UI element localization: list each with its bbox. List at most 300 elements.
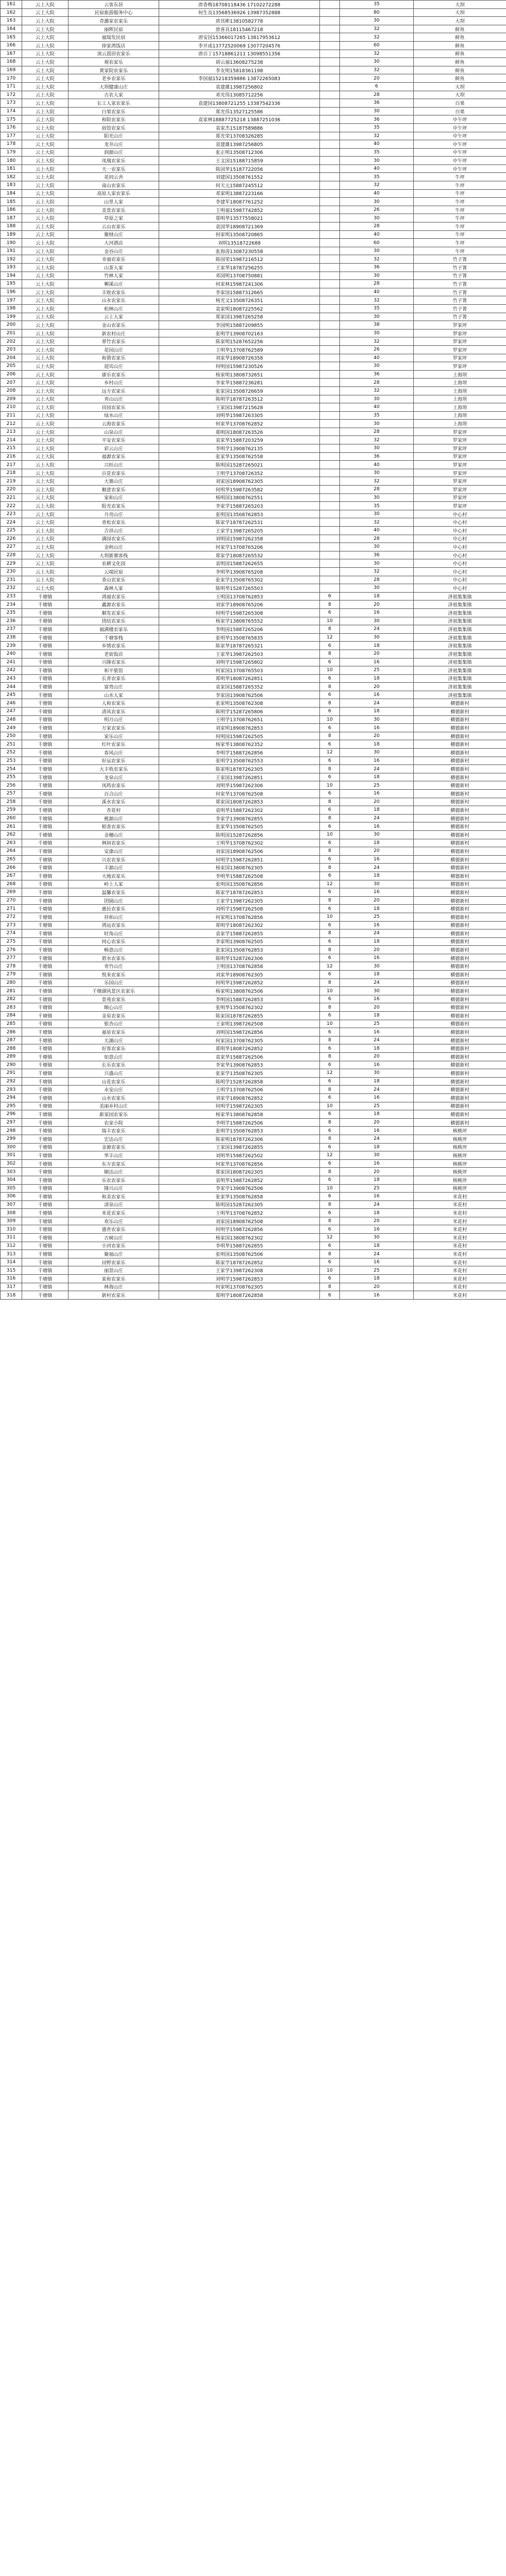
- table-row: [1, 946, 506, 954]
- location-note-cell: 牛坪: [414, 222, 506, 231]
- bed-count-cell: 6: [320, 1028, 340, 1037]
- town-cell: 云上大院: [22, 1, 69, 9]
- table-row: [1, 650, 506, 658]
- table-row: [1, 683, 506, 691]
- table-row: [1, 395, 506, 403]
- bed-count-cell: 8: [320, 601, 340, 609]
- capacity-cell: 24: [340, 979, 414, 987]
- table-row: [1, 107, 506, 115]
- row-number-cell: 166: [1, 41, 22, 50]
- table-row: [1, 379, 506, 387]
- location-note-cell: 牛坪: [414, 173, 506, 181]
- bed-count-cell: 6: [320, 1275, 340, 1283]
- capacity-cell: 20: [340, 601, 414, 609]
- table-row: [1, 765, 506, 773]
- contact-cell: 何家国13708762305: [159, 1036, 320, 1044]
- row-number-cell: 309: [1, 1217, 22, 1225]
- capacity-cell: 26: [340, 206, 414, 214]
- town-cell: 云上大院: [22, 493, 69, 502]
- capacity-cell: 18: [340, 971, 414, 979]
- town-cell: 千塘镇: [22, 1242, 69, 1250]
- table-row: [1, 115, 506, 124]
- location-note-cell: 横德新村: [414, 773, 506, 781]
- town-cell: 千塘镇: [22, 1258, 69, 1266]
- town-cell: 千塘镇: [22, 1159, 69, 1168]
- bed-count-cell: [320, 502, 340, 510]
- contact-cell: 李明学15887262856: [159, 749, 320, 757]
- capacity-cell: 6: [340, 82, 414, 91]
- capacity-cell: 18: [340, 871, 414, 880]
- row-number-cell: 282: [1, 995, 22, 1003]
- location-note-cell: 横德新村: [414, 1028, 506, 1037]
- capacity-cell: 28: [340, 280, 414, 288]
- table-row: [1, 264, 506, 272]
- row-number-cell: 161: [1, 1, 22, 9]
- table-row: [1, 502, 506, 510]
- location-note-cell: 中午坪: [414, 164, 506, 173]
- row-number-cell: 194: [1, 272, 22, 280]
- capacity-cell: 20: [340, 1053, 414, 1061]
- capacity-cell: 20: [340, 798, 414, 806]
- town-cell: 千塘镇: [22, 888, 69, 897]
- contact-cell: 邓国明13708750881: [159, 272, 320, 280]
- row-number-cell: 181: [1, 164, 22, 173]
- town-cell: 千塘镇: [22, 1020, 69, 1028]
- contact-cell: 王家学13987262305: [159, 896, 320, 905]
- venue-name-cell: 幸福农家乐: [69, 255, 159, 264]
- capacity-cell: 30: [340, 58, 414, 66]
- contact-cell: 刘明学15987265802: [159, 658, 320, 666]
- contact-cell: 张明国13508762506: [159, 1250, 320, 1258]
- table-row: [1, 1086, 506, 1094]
- bed-count-cell: [320, 247, 340, 255]
- bed-count-cell: 6: [320, 871, 340, 880]
- location-note-cell: 牛坪: [414, 181, 506, 190]
- contact-cell: 王明华13708762852: [159, 1209, 320, 1217]
- location-note-cell: 米花村: [414, 1193, 506, 1201]
- contact-cell: 唐喜良18115467218: [159, 25, 320, 33]
- bed-count-cell: 8: [320, 1200, 340, 1209]
- capacity-cell: 24: [340, 864, 414, 872]
- table-row: [1, 58, 506, 66]
- contact-cell: 王明国13708762858: [159, 962, 320, 971]
- location-note-cell: 竹子箐: [414, 272, 506, 280]
- town-cell: 云上大院: [22, 584, 69, 593]
- venue-name-cell: 鸿福农家乐: [69, 592, 159, 601]
- capacity-cell: 18: [340, 806, 414, 815]
- location-note-cell: 核桃坪: [414, 1184, 506, 1193]
- capacity-cell: 28: [340, 576, 414, 584]
- capacity-cell: 40: [340, 354, 414, 362]
- row-number-cell: 221: [1, 493, 22, 502]
- row-number-cell: 222: [1, 502, 22, 510]
- town-cell: 云上大院: [22, 123, 69, 132]
- contact-cell: 陈家明15287652256: [159, 337, 320, 346]
- table-row: [1, 781, 506, 790]
- town-cell: 云上大院: [22, 428, 69, 436]
- town-cell: 云上大院: [22, 411, 69, 420]
- contact-cell: 袁明华15887262852: [159, 1176, 320, 1184]
- contact-cell: 刘建国13508761552: [159, 173, 320, 181]
- bed-count-cell: 6: [320, 1176, 340, 1184]
- location-note-cell: 米花村: [414, 1275, 506, 1283]
- bed-count-cell: 8: [320, 699, 340, 708]
- location-note-cell: 中心村: [414, 510, 506, 518]
- venue-name-cell: 杏花村: [69, 806, 159, 815]
- table-row: [1, 1003, 506, 1012]
- venue-name-cell: 古农人家: [69, 91, 159, 99]
- bed-count-cell: 6: [320, 905, 340, 913]
- contact-cell: 邓光伟13085712256: [159, 91, 320, 99]
- town-cell: 千塘镇: [22, 592, 69, 601]
- contact-cell: 陈明国15287265021: [159, 461, 320, 469]
- bed-count-cell: 6: [320, 806, 340, 815]
- town-cell: 云上大院: [22, 214, 69, 222]
- town-cell: 云上大院: [22, 247, 69, 255]
- location-note-cell: 横德新村: [414, 715, 506, 724]
- town-cell: 千塘镇: [22, 880, 69, 888]
- row-number-cell: 239: [1, 642, 22, 650]
- table-row: [1, 888, 506, 897]
- capacity-cell: 18: [340, 937, 414, 946]
- venue-name-cell: 绿水山庄: [69, 411, 159, 420]
- row-number-cell: 231: [1, 576, 22, 584]
- bed-count-cell: [320, 296, 340, 305]
- capacity-cell: 16: [340, 1193, 414, 1201]
- row-number-cell: 190: [1, 239, 22, 247]
- town-cell: 云上大院: [22, 444, 69, 453]
- table-row: [1, 691, 506, 699]
- venue-name-cell: 康乐农家乐: [69, 370, 159, 379]
- bed-count-cell: [320, 567, 340, 576]
- location-note-cell: 横德新村: [414, 929, 506, 938]
- location-note-cell: 罗家坪: [414, 469, 506, 477]
- row-number-cell: 219: [1, 477, 22, 486]
- row-number-cell: 305: [1, 1184, 22, 1193]
- venue-name-cell: 乐园山庄: [69, 979, 159, 987]
- location-note-cell: 核桃坪: [414, 1151, 506, 1160]
- location-note-cell: 米花村: [414, 1200, 506, 1209]
- table-row: [1, 1275, 506, 1283]
- row-number-cell: 277: [1, 954, 22, 962]
- location-note-cell: 大坝: [414, 1, 506, 9]
- row-number-cell: 247: [1, 708, 22, 716]
- capacity-cell: 35: [340, 1, 414, 9]
- location-note-cell: 罗家坪: [414, 345, 506, 354]
- bed-count-cell: 6: [320, 708, 340, 716]
- location-note-cell: 横德新村: [414, 847, 506, 856]
- location-note-cell: 罗家坪: [414, 436, 506, 444]
- contact-cell: 李明国15887265206: [159, 625, 320, 634]
- row-number-cell: 243: [1, 674, 22, 683]
- bed-count-cell: 6: [320, 658, 340, 666]
- venue-name-cell: 田园农家乐: [69, 403, 159, 412]
- bed-count-cell: [320, 181, 340, 190]
- contact-cell: 杨家明13808732651: [159, 370, 320, 379]
- capacity-cell: 32: [340, 436, 414, 444]
- table-row: [1, 987, 506, 995]
- bed-count-cell: [320, 469, 340, 477]
- capacity-cell: 25: [340, 781, 414, 790]
- town-cell: 云上大院: [22, 518, 69, 527]
- location-note-cell: 横德新村: [414, 946, 506, 954]
- location-note-cell: 竹子箐: [414, 304, 506, 313]
- bed-count-cell: [320, 477, 340, 486]
- table-row: [1, 33, 506, 42]
- venue-name-cell: 景苑农家乐: [69, 995, 159, 1003]
- bed-count-cell: 6: [320, 592, 340, 601]
- contact-cell: 唐百丁15718861211 13098551356: [159, 50, 320, 58]
- bed-count-cell: 8: [320, 650, 340, 658]
- contact-cell: 何明华15987263582: [159, 486, 320, 494]
- table-row: [1, 625, 506, 634]
- bed-count-cell: [320, 444, 340, 453]
- row-number-cell: 306: [1, 1193, 22, 1201]
- contact-cell: 张家学13508762305: [159, 1069, 320, 1078]
- contact-cell: 陈明华15287265503: [159, 584, 320, 593]
- capacity-cell: 24: [340, 699, 414, 708]
- table-row: [1, 1093, 506, 1102]
- location-note-cell: 中心村: [414, 567, 506, 576]
- table-row: [1, 411, 506, 420]
- contact-cell: 袁家华15887262506: [159, 1053, 320, 1061]
- bed-count-cell: 6: [320, 1193, 340, 1201]
- row-number-cell: 182: [1, 173, 22, 181]
- capacity-cell: 24: [340, 1036, 414, 1044]
- contact-cell: 杨家华13808762352: [159, 740, 320, 749]
- town-cell: 千塘镇: [22, 601, 69, 609]
- venue-name-cell: 悦来农家乐: [69, 971, 159, 979]
- location-note-cell: 横德新村: [414, 757, 506, 765]
- contact-cell: 袁建国13808721255 13387542336: [159, 99, 320, 108]
- town-cell: 云上大院: [22, 157, 69, 165]
- contact-cell: 杨家华13808762858: [159, 1110, 320, 1119]
- table-row: [1, 189, 506, 198]
- capacity-cell: 32: [340, 386, 414, 395]
- location-note-cell: 竹子箐: [414, 264, 506, 272]
- town-cell: 千塘镇: [22, 1151, 69, 1160]
- bed-count-cell: [320, 157, 340, 165]
- location-note-cell: 横德新村: [414, 962, 506, 971]
- town-cell: 云上大院: [22, 107, 69, 115]
- table-row: [1, 1, 506, 9]
- row-number-cell: 276: [1, 946, 22, 954]
- capacity-cell: 18: [340, 1044, 414, 1053]
- venue-name-cell: 长青农家乐: [69, 674, 159, 683]
- table-row: [1, 1209, 506, 1217]
- row-number-cell: 297: [1, 1118, 22, 1127]
- capacity-cell: 24: [340, 814, 414, 822]
- capacity-cell: 16: [340, 1127, 414, 1135]
- contact-cell: 邓家明13887223166: [159, 189, 320, 198]
- row-number-cell: 280: [1, 979, 22, 987]
- row-number-cell: 287: [1, 1036, 22, 1044]
- town-cell: 云上大院: [22, 362, 69, 371]
- venue-name-cell: 千塘湖风景区农家乐: [69, 987, 159, 995]
- contact-cell: 张家明13508762308: [159, 699, 320, 708]
- bed-count-cell: [320, 518, 340, 527]
- venue-name-cell: 宏达山庄: [69, 1135, 159, 1143]
- row-number-cell: 175: [1, 115, 22, 124]
- table-row: [1, 971, 506, 979]
- venue-name-cell: 和院农家乐: [69, 115, 159, 124]
- bed-count-cell: 8: [320, 1003, 340, 1012]
- capacity-cell: 32: [340, 567, 414, 576]
- capacity-cell: 18: [340, 708, 414, 716]
- location-note-cell: 济祖集集镇: [414, 642, 506, 650]
- location-note-cell: 横德新村: [414, 814, 506, 822]
- table-row: [1, 822, 506, 831]
- row-number-cell: 210: [1, 403, 22, 412]
- venue-name-cell: 温馨农家乐: [69, 888, 159, 897]
- town-cell: 千塘镇: [22, 781, 69, 790]
- location-note-cell: 竹子箐: [414, 280, 506, 288]
- table-row: [1, 921, 506, 929]
- venue-name-cell: 老乡农家乐: [69, 74, 159, 83]
- table-row: [1, 386, 506, 395]
- contact-cell: 何家国13708765503: [159, 666, 320, 675]
- row-number-cell: 235: [1, 608, 22, 617]
- contact-cell: 何家华13708762852: [159, 420, 320, 428]
- contact-cell: 何明学15987265308: [159, 608, 320, 617]
- bed-count-cell: 6: [320, 822, 340, 831]
- row-number-cell: 165: [1, 33, 22, 42]
- row-number-cell: 258: [1, 798, 22, 806]
- row-number-cell: 317: [1, 1283, 22, 1291]
- row-number-cell: 170: [1, 74, 22, 83]
- location-note-cell: 牛坪: [414, 206, 506, 214]
- contact-cell: 陈家学18787262531: [159, 518, 320, 527]
- venue-name-cell: 富贵山庄: [69, 683, 159, 691]
- row-number-cell: 289: [1, 1053, 22, 1061]
- row-number-cell: 293: [1, 1086, 22, 1094]
- location-note-cell: 米花村: [414, 1225, 506, 1234]
- contact-cell: 杨明国13808762551: [159, 493, 320, 502]
- bed-count-cell: 10: [320, 1102, 340, 1110]
- capacity-cell: 36: [340, 264, 414, 272]
- location-note-cell: 横德新村: [414, 1118, 506, 1127]
- row-number-cell: 304: [1, 1176, 22, 1184]
- table-row: [1, 1200, 506, 1209]
- row-number-cell: 232: [1, 584, 22, 593]
- bed-count-cell: 8: [320, 1250, 340, 1258]
- bed-count-cell: [320, 576, 340, 584]
- town-cell: 千塘镇: [22, 871, 69, 880]
- table-row: [1, 608, 506, 617]
- bed-count-cell: 6: [320, 1143, 340, 1151]
- town-cell: 云上大院: [22, 502, 69, 510]
- bed-count-cell: 10: [320, 1266, 340, 1275]
- capacity-cell: 28: [340, 91, 414, 99]
- contact-cell: 郑家国13987265258: [159, 313, 320, 321]
- contact-cell: 陈家国18787262855: [159, 1012, 320, 1020]
- bed-count-cell: [320, 123, 340, 132]
- town-cell: 云上大院: [22, 206, 69, 214]
- contact-cell: 王家国13987262855: [159, 1143, 320, 1151]
- location-note-cell: 济祖集集镇: [414, 617, 506, 625]
- table-row: [1, 362, 506, 371]
- town-cell: 千塘镇: [22, 806, 69, 815]
- bed-count-cell: 10: [320, 666, 340, 675]
- capacity-cell: 30: [340, 214, 414, 222]
- contact-cell: 袁家明18087225562: [159, 304, 320, 313]
- table-row: [1, 937, 506, 946]
- venue-name-cell: 龙井山庄: [69, 140, 159, 149]
- table-row: [1, 132, 506, 140]
- table-row: [1, 979, 506, 987]
- location-note-cell: 横德新村: [414, 905, 506, 913]
- location-note-cell: 中午坪: [414, 140, 506, 149]
- bed-count-cell: 6: [320, 691, 340, 699]
- capacity-cell: 18: [340, 592, 414, 601]
- location-note-cell: 横德新村: [414, 749, 506, 757]
- contact-cell: 李家明13908762505: [159, 937, 320, 946]
- table-row: [1, 543, 506, 551]
- venue-name-cell: 家乐山庄: [69, 732, 159, 740]
- contact-cell: 李友明15818361198: [159, 66, 320, 74]
- town-cell: 千塘镇: [22, 773, 69, 781]
- town-cell: 千塘镇: [22, 979, 69, 987]
- location-note-cell: 罗家坪: [414, 502, 506, 510]
- capacity-cell: 32: [340, 132, 414, 140]
- table-row: [1, 148, 506, 157]
- town-cell: 云上大院: [22, 222, 69, 231]
- venue-name-cell: 福瑞发民宿: [69, 33, 159, 42]
- capacity-cell: 30: [340, 1069, 414, 1078]
- contact-cell: 李家国13908762506: [159, 691, 320, 699]
- table-row: [1, 272, 506, 280]
- capacity-cell: 35: [340, 304, 414, 313]
- town-cell: 千塘镇: [22, 937, 69, 946]
- capacity-cell: 30: [340, 1234, 414, 1242]
- row-number-cell: 281: [1, 987, 22, 995]
- row-number-cell: 227: [1, 543, 22, 551]
- bed-count-cell: [320, 272, 340, 280]
- town-cell: 云上大院: [22, 345, 69, 354]
- capacity-cell: 36: [340, 370, 414, 379]
- venue-name-cell: 兴旺山庄: [69, 461, 159, 469]
- bed-count-cell: 12: [320, 1234, 340, 1242]
- town-cell: 云上大院: [22, 477, 69, 486]
- location-note-cell: 白果: [414, 107, 506, 115]
- table-row: [1, 962, 506, 971]
- location-note-cell: 大坝: [414, 8, 506, 17]
- row-number-cell: 226: [1, 535, 22, 543]
- town-cell: 千塘镇: [22, 954, 69, 962]
- venue-name-cell: 和美农家乐: [69, 1193, 159, 1201]
- row-number-cell: 294: [1, 1093, 22, 1102]
- contact-cell: 何明学15987262851: [159, 855, 320, 864]
- capacity-cell: 28: [340, 428, 414, 436]
- bed-count-cell: 8: [320, 814, 340, 822]
- town-cell: 云上大院: [22, 91, 69, 99]
- location-note-cell: 罗家坪: [414, 321, 506, 330]
- bed-count-cell: 6: [320, 1127, 340, 1135]
- table-row: [1, 715, 506, 724]
- bed-count-cell: [320, 239, 340, 247]
- table-row: [1, 345, 506, 354]
- town-cell: 千塘镇: [22, 1184, 69, 1193]
- row-number-cell: 295: [1, 1102, 22, 1110]
- bed-count-cell: 6: [320, 1159, 340, 1168]
- venue-name-cell: 安康山庄: [69, 847, 159, 856]
- contact-cell: 刘明学15987262853: [159, 1275, 320, 1283]
- town-cell: 千塘镇: [22, 1093, 69, 1102]
- capacity-cell: 40: [340, 461, 414, 469]
- contact-cell: 陈家明18787262306: [159, 1135, 320, 1143]
- bed-count-cell: 10: [320, 715, 340, 724]
- venue-name-cell: 清风农家乐: [69, 708, 159, 716]
